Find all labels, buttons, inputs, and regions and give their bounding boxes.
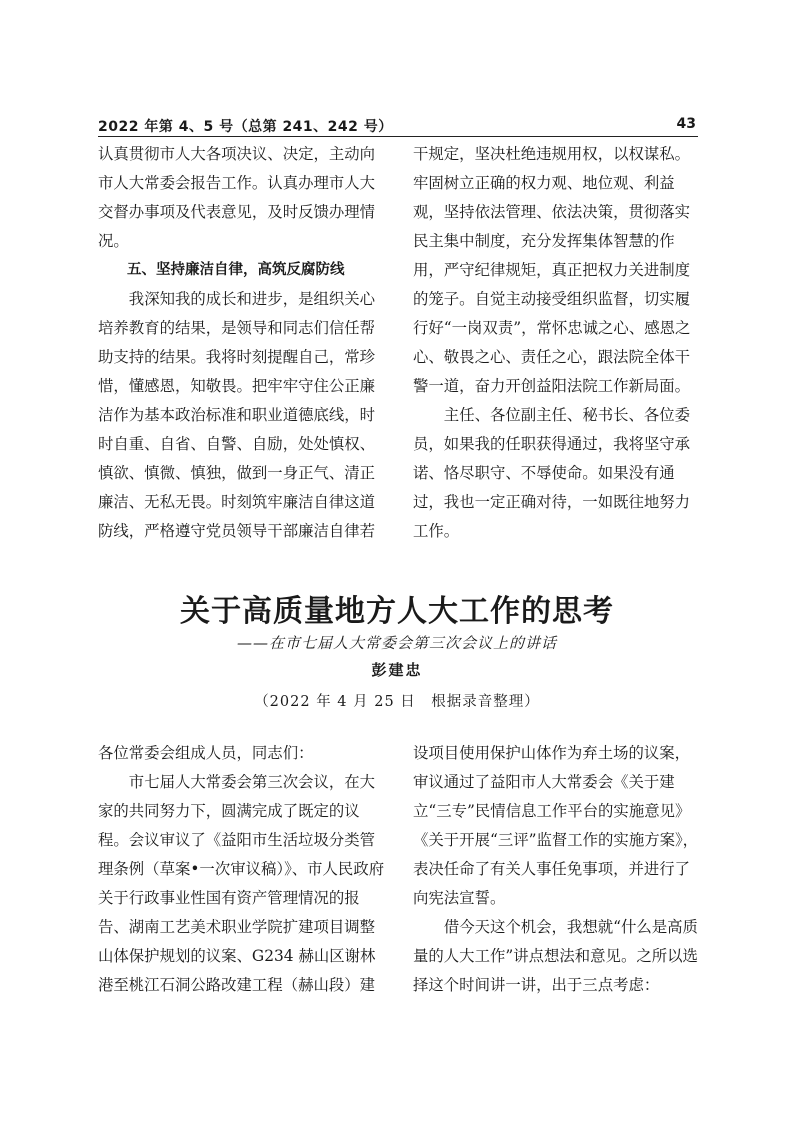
paragraph: 我深知我的成长和进步，是组织关心培养教育的结果，是领导和同志们信任帮助支持的结果。我将时刻提醒自己，常珍惜，懂感恩，知敬畏。把牢牢守住公正廉洁作为基本政治标准和职业道德底线，时时自重、自省、自警、自励，处处慎权、慎欲、慎微、慎独，做到一身正气、清正廉洁、无私无畏。时刻筑牢廉洁自律这道防线，严格遵守党员领导干部廉洁自律若 [98,290,376,540]
article-title: 关于高质量地方人大工作的思考 [180,594,614,629]
paragraph: 市七届人大常委会第三次会议，在大家的共同努力下，圆满完成了既定的议程。会议审议了《益阳市生活垃圾分类管理条例（草案•一次审议稿）》、市人民政府关于行政事业性国有资产管理情况的报告、湖南工艺美术职业学院扩建项目调整山体保护规划的议案、G234 赫山区谢林港至桃江石洞公路改建工程（赫山段）建 [98,773,385,994]
page-number: 43 [676,116,696,132]
article-author: 彭建忠 [371,661,423,679]
header-rule [98,136,698,137]
article-left-column [98,739,390,1000]
section-heading: 五、坚持廉洁自律，高筑反腐防线 [127,262,345,278]
paragraph: 借今天这个机会，我想就“什么是高质量的人大工作”讲点想法和意见。之所以选择这个时间讲一讲，出于三点考虑： [413,918,698,994]
article-right-column [413,739,700,1000]
paragraph: 主任、各位副主任、秘书长、各位委员，如果我的任职获得通过，我将坚守承诺、恪尽职守、不辱使命。如果没有通过，我也一定正确对待，一如既往地努力工作。 [413,406,691,540]
issue-label: 2022 年第 4、5 号（总第 241、242 号） [98,119,393,135]
previous-article-right-column [413,140,700,546]
running-header [98,112,698,136]
previous-article-left-column [98,140,390,546]
article-subtitle: ——在市七届人大常委会第三次会议上的讲话 [236,634,557,652]
article-date-note: （2022 年 4 月 25 日 根据录音整理） [254,694,540,710]
paragraph: 设项目使用保护山体作为弃土场的议案，审议通过了益阳市人大常委会《关于建立“三专”民情信息工作平台的实施意见》《关于开展“三评”监督工作的实施方案》，表决任命了有关人事任免事项，并进行了向宪法宣誓。 [413,744,699,907]
paragraph: 干规定，坚决杜绝违规用权，以权谋私。牢固树立正确的权力观、地位观、利益观，坚持依法管理、依法决策，贯彻落实民主集中制度，充分发挥集体智慧的作用，严守纪律规矩，真正把权力关进制度的笼子。自觉主动接受组织监督，切实履行好“一岗双责”，常怀忠诚之心、感恩之心、敬畏之心、责任之心，跟法院全体干警一道，奋力开创益阳法院工作新局面。 [413,145,691,395]
paragraph: 认真贯彻市人大各项决议、决定，主动向市人大常委会报告工作。认真办理市人大交督办事项及代表意见，及时反馈办理情况。 [98,145,376,250]
greeting: 各位常委会组成人员，同志们： [98,744,314,762]
